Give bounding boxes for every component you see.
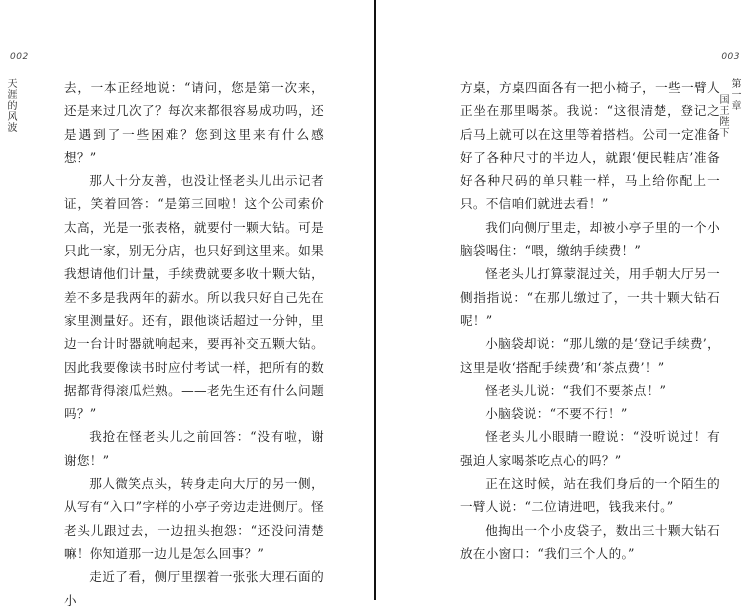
left-running-head: 天涯的风波 [5, 78, 16, 133]
right-page [376, 0, 750, 600]
paragraph: 方桌，方桌四面各有一把小椅子，一些一臂人正坐在那里喝茶。我说：“这很清楚，登记之后马上就可以在这里等着搭档。公司一定准备好了各种尺寸的半边人，就跟‘便民鞋店’准备好各种尺码的单只鞋一样，马上给你配上一只。不信咱们就进去看！” [460, 80, 720, 212]
right-page-number: 003 [721, 52, 740, 62]
running-head-title: 国王陛下 [717, 94, 728, 138]
paragraph: 那人微笑点头，转身走向大厅的另一侧，从写有“入口”字样的小亭子旁边走进侧厅。怪老头儿跟过去，一边扭头抱怨：“还没问清楚嘛！你知道那一边儿是怎么回事？” [64, 476, 324, 561]
running-head-chapter: 第一章 [729, 78, 740, 111]
paragraph: 我们向侧厅里走，却被小亭子里的一个小脑袋喝住：“喂，缴纳手续费！” [460, 219, 720, 259]
paragraph: 正在这时候，站在我们身后的一个陌生的一臂人说：“二位请进吧，钱我来付。” [460, 476, 720, 515]
paragraph: 他掏出一个小皮袋子，数出三十颗大钻石放在小窗口：“我们三个人的。” [460, 522, 720, 561]
left-page [0, 0, 374, 608]
paragraph: 去，一本正经地说：“请问，您是第一次来，还是来过几次了？每次来都很容易成功吗，还是遇到了一些困难？您到这里来有什么感想？” [64, 80, 324, 165]
paragraph: 怪老头儿说：“我们不要茶点！” [485, 382, 667, 398]
paragraph: 那人十分友善，也没让怪老头儿出示记者证，笑着回答：“是第三回啦！这个公司索价太高，光是一张表格，就要付一颗大钻。可是只此一家，别无分店，也只好到这里来。如果我想请他们计量，手续费就要多收十颗大钻，差不多是我两年的薪水。所以我只好自己先在家里测量好。还有，跟他谈话超过一分钟，里边一台计时器就响起来，要再补交五颗大钻。因此我要像读书时应付考试一样，把所有的数据都背得滚瓜烂熟。——老先生还有什么问题吗？” [64, 173, 324, 422]
paragraph: 怪老头儿打算蒙混过关，用手朝大厅另一侧指指说：“在那儿缴过了，一共十颗大钻石呢！” [460, 266, 720, 328]
paragraph: 小脑袋却说：“那儿缴的是‘登记手续费’，这里是收‘搭配手续费’和‘茶点费’！” [460, 336, 720, 375]
paragraph: 我抢在怪老头儿之前回答：“没有啦，谢谢您！” [64, 429, 324, 468]
paragraph: 小脑袋说：“不要不行！” [485, 406, 628, 422]
right-body-text [460, 76, 720, 565]
left-body-text [64, 76, 324, 612]
paragraph: 怪老头儿小眼睛一瞪说：“没听说过！有强迫人家喝茶吃点心的吗？” [460, 429, 720, 468]
left-page-number: 002 [10, 52, 29, 62]
paragraph: 走近了看，侧厅里摆着一张张大理石面的小 [64, 569, 324, 608]
